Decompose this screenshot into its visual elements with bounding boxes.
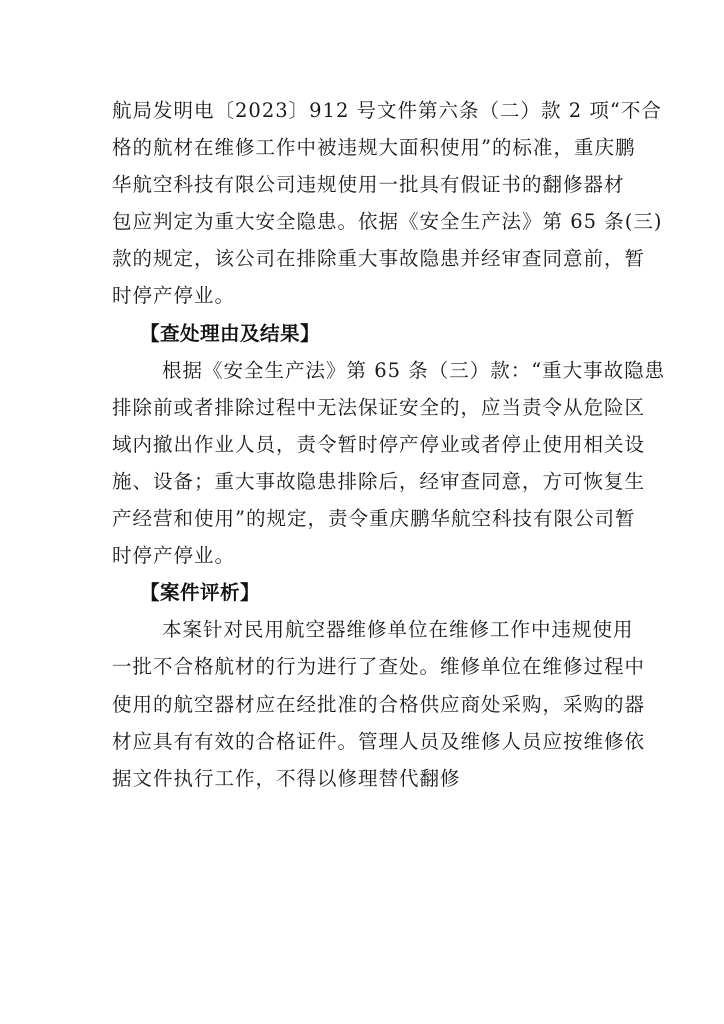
- text-line: 域内撤出作业人员，责令暂时停产停业或者停止使用相关设: [112, 432, 646, 456]
- text-line: 华航空科技有限公司违规使用一批具有假证书的翻修器材: [112, 173, 625, 197]
- text-line: 排除前或者排除过程中无法保证安全的，应当责令从危险区: [112, 395, 646, 419]
- text-line: 时停产停业。: [112, 544, 236, 568]
- text-line: 包应判定为重大安全隐患。依据《安全生产法》第 65 条(三): [112, 210, 663, 234]
- paragraph-reason-result: [112, 352, 666, 575]
- section-heading-case-analysis: 【案件评析】: [140, 581, 261, 605]
- text-line: 施、设备；重大事故隐患排除后，经审查同意，方可恢复生: [112, 469, 646, 493]
- text-line: 产经营和使用”的规定，责令重庆鹏华航空科技有限公司暂: [112, 507, 636, 531]
- text-line: 一批不合格航材的行为进行了查处。维修单位在维修过程中: [112, 655, 646, 679]
- document-page: [112, 92, 666, 797]
- paragraph-intro: [112, 92, 663, 315]
- text-line: 本案针对民用航空器维修单位在维修工作中违规使用: [162, 618, 634, 642]
- text-line: 使用的航空器材应在经批准的合格供应商处采购，采购的器: [112, 692, 646, 716]
- paragraph-case-analysis: [112, 611, 646, 796]
- text-line: 材应具有有效的合格证件。管理人员及维修人员应按维修依: [112, 729, 646, 753]
- text-line: 航局发明电〔2023〕912 号文件第六条（二）款 2 项“不合: [112, 99, 662, 122]
- section-heading-reason-result: 【查处理由及结果】: [140, 321, 321, 345]
- text-line: 根据《安全生产法》第 65 条（三）款：“重大事故隐患: [162, 358, 666, 382]
- text-line: 款的规定，该公司在排除重大事故隐患并经审查同意前，暂: [112, 247, 646, 271]
- text-line: 时停产停业。: [112, 284, 236, 308]
- text-line: 格的航材在维修工作中被违规大面积使用”的标准，重庆鹏: [112, 136, 636, 160]
- text-line: 据文件执行工作，不得以修理替代翻修: [112, 766, 461, 790]
